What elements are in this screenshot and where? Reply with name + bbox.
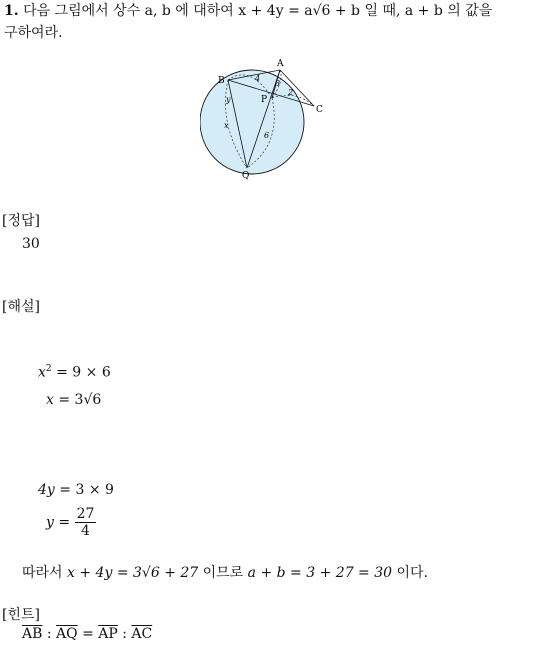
circle-figure <box>200 54 334 180</box>
answer-heading: [정답] <box>2 213 40 229</box>
problem-text-2: 구하여라. <box>4 25 63 41</box>
label-4: 4 <box>255 74 261 83</box>
label-2: 2 <box>288 88 294 97</box>
label-a: A <box>277 59 284 69</box>
label-x: x <box>224 121 229 130</box>
problem-text-1: 다음 그림에서 상수 a, b 에 대하여 x + 4y = a√6 + b 일 때, a + b 의 값을 <box>23 3 493 19</box>
problem-line-1 <box>4 0 492 22</box>
label-y: y <box>226 95 231 104</box>
fraction-denominator: 4 <box>81 523 90 539</box>
label-c: C <box>316 105 323 115</box>
fraction-numerator: 27 <box>76 506 95 522</box>
equation-3 <box>38 482 114 498</box>
conclusion-math-1: x + 4y = 3√6 + 27 <box>67 565 199 581</box>
equation-1-rhs: = 9 × 6 <box>56 364 111 381</box>
equation-3-lhs: 4y <box>38 482 55 498</box>
conclusion-math-2: a + b = 3 + 27 = 30 <box>247 565 393 581</box>
circle <box>200 70 304 174</box>
conclusion-mid: 이므로 <box>202 565 244 581</box>
explanation-heading: [해설] <box>2 299 40 315</box>
problem-number: 1. <box>4 3 19 19</box>
hint-ab: $\overline{AB}$ <box>22 626 43 642</box>
conclusion-suffix: 이다. <box>396 565 428 581</box>
hint-ac: $\overline{AC}$ <box>131 626 153 642</box>
conclusion <box>22 562 428 582</box>
answer-value: 30 <box>22 236 40 252</box>
label-q: Q <box>242 171 250 180</box>
equation-2: x = 3√6 <box>46 392 102 408</box>
label-b: B <box>218 76 225 86</box>
hint-equation: $\overline{AB}$ : $\overline{AQ} = \overline{AP}$ : $\overline{AC}$ <box>22 626 153 642</box>
hint-heading: [힌트] <box>2 607 40 623</box>
label-3: 3 <box>275 79 281 88</box>
label-6: 6 <box>264 131 270 140</box>
equation-1: $x^2 = 9 \times 6$ <box>38 364 111 381</box>
conclusion-prefix: 따라서 <box>22 565 63 581</box>
equation-2-rhs: = 3√6 <box>58 392 102 408</box>
fraction <box>75 506 97 539</box>
label-p: P <box>261 95 268 105</box>
hint-ap: $\overline{AP}$ <box>98 626 118 642</box>
hint-aq: $\overline{AQ}$ <box>56 626 78 642</box>
equation-4: y = $\frac{27}{4}$ <box>46 506 95 539</box>
problem-line-2 <box>4 22 63 44</box>
equation-3-rhs: = 3 × 9 <box>59 482 114 498</box>
